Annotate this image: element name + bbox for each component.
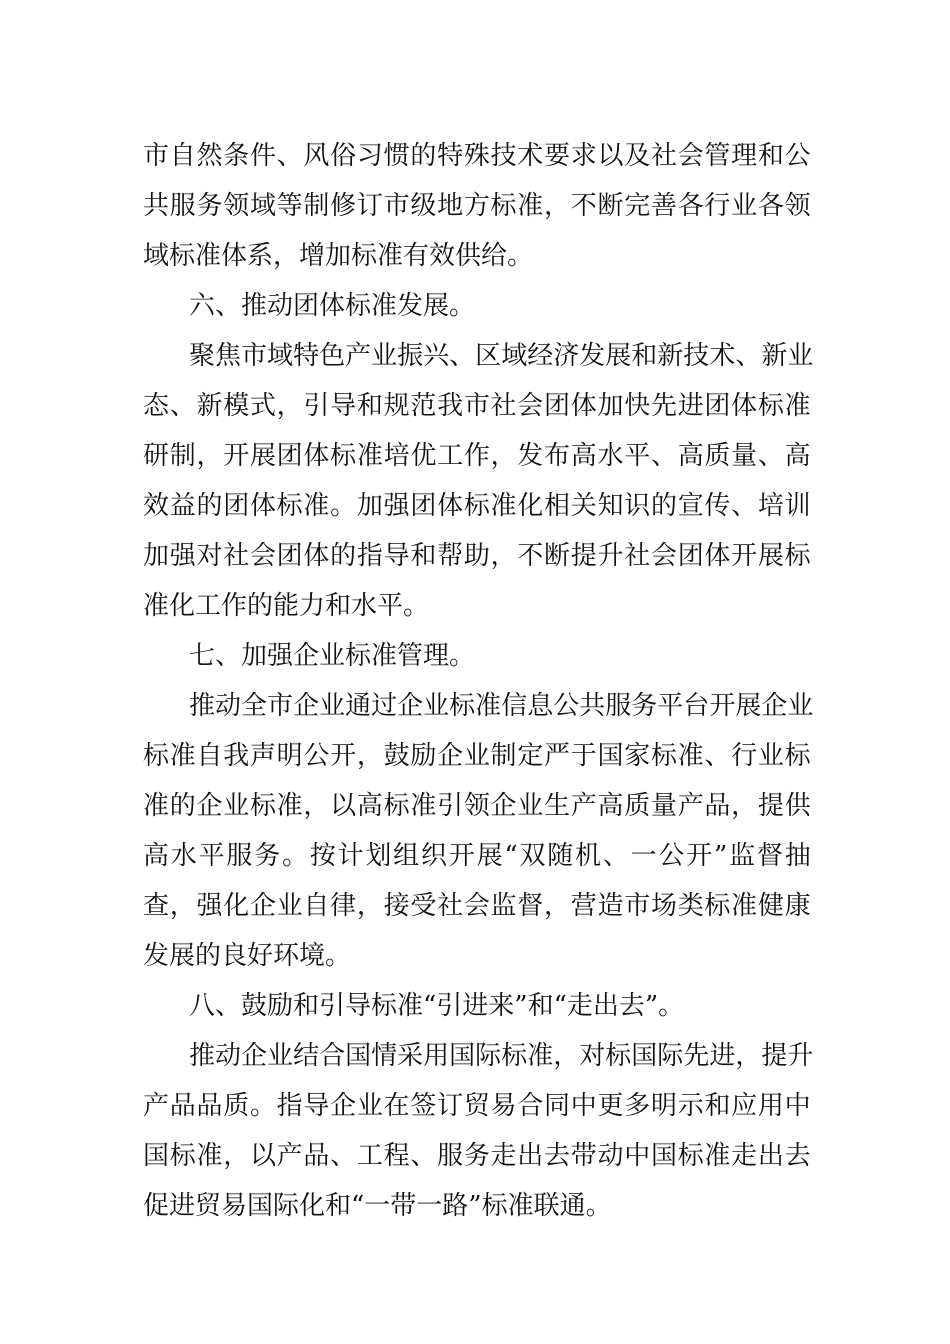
paragraph-line: 聚 焦 市 域 特 色 产 业 振 兴 、 区 域 经 济 发 展 和 新 技 术 、 新 业 — [189, 341, 814, 371]
paragraph-line: 查 ， 强 化 企 业 自 律 ， 接 受 社 会 监 督 ， 营 造 市 场 类 标 准 健 康 — [143, 891, 811, 921]
paragraph-line: 推 动 企 业 结 合 国 情 采 用 国 际 标 准 ， 对 标 国 际 先 进 ， 提 升 — [189, 1041, 814, 1071]
paragraph-line: 态 、 新 模 式 ， 引 导 和 规 范 我 市 社 会 团 体 加 快 先 进 团 体 标 准 — [143, 391, 811, 421]
paragraph-line: 产 品 品 质 。 指 导 企 业 在 签 订 贸 易 合 同 中 更 多 明 示 和 应 用 中 — [143, 1091, 811, 1121]
paragraph-line: 市 自 然 条 件 、 风 俗 习 惯 的 特 殊 技 术 要 求 以 及 社 会 管 理 和 公 — [143, 141, 811, 171]
paragraph-line: 发展的良好环境。 — [143, 941, 352, 971]
section-heading-seven: 七、加强企业标准管理。 — [189, 641, 476, 671]
paragraph-line: 域标准体系，增加标准有效供给。 — [143, 241, 534, 271]
paragraph-line: 促进贸易国际化和“一带一路”标准联通。 — [143, 1191, 612, 1221]
paragraph-line: 推 动 全 市 企 业 通 过 企 业 标 准 信 息 公 共 服 务 平 台 开 展 企 业 — [189, 691, 814, 721]
paragraph-line: 标 准 自 我 声 明 公 开 ， 鼓 励 企 业 制 定 严 于 国 家 标 准 、 行 业 标 — [143, 741, 811, 771]
section-heading-eight: 八、鼓励和引导标准“引进来”和“走出去”。 — [189, 991, 685, 1021]
paragraph-line: 共 服 务 领 域 等 制 修 订 市 级 地 方 标 准 ， 不 断 完 善 各 行 业 各 领 — [143, 191, 811, 221]
paragraph-line: 准 的 企 业 标 准 ， 以 高 标 准 引 领 企 业 生 产 高 质 量 产 品 ， 提 供 — [143, 791, 811, 821]
paragraph-line: 研 制 ， 开 展 团 体 标 准 培 优 工 作 ， 发 布 高 水 平 、 高 质 量 、 高 — [143, 441, 811, 471]
section-heading-six: 六、推动团体标准发展。 — [189, 291, 476, 321]
paragraph-line: 准化工作的能力和水平。 — [143, 591, 430, 621]
paragraph-line: 高 水 平 服 务 。 按 计 划 组 织 开 展 “ 双 随 机 、 一 公 开 ” 监 督 抽 — [143, 841, 811, 871]
document-body — [143, 131, 814, 1231]
paragraph-line: 效 益 的 团 体 标 准 。 加 强 团 体 标 准 化 相 关 知 识 的 宣 传 、 培 训 — [143, 491, 811, 521]
paragraph-line: 加 强 对 社 会 团 体 的 指 导 和 帮 助 ， 不 断 提 升 社 会 团 体 开 展 标 — [143, 541, 811, 571]
paragraph-line: 国 标 准 ， 以 产 品 、 工 程 、 服 务 走 出 去 带 动 中 国 标 准 走 出 去 — [143, 1141, 811, 1171]
